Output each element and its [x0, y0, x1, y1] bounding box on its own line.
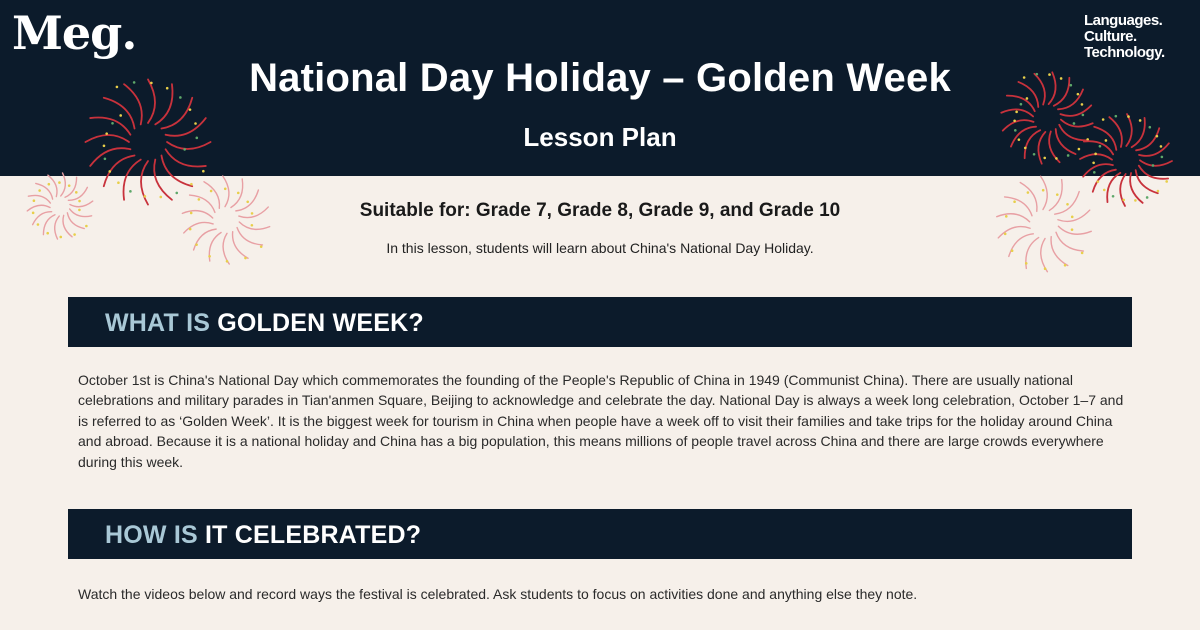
tagline-line: Languages. — [1084, 12, 1163, 29]
section-heading-golden-week — [68, 297, 1132, 347]
tagline — [1084, 13, 1184, 61]
section-heading-part1: WHAT IS — [105, 309, 218, 337]
section-heading-part2: GOLDEN WEEK? — [217, 309, 424, 337]
section-heading-part2: IT CELEBRATED? — [205, 521, 422, 549]
section-heading-celebrated — [68, 509, 1132, 559]
page-subtitle: Lesson Plan — [523, 122, 677, 152]
meg-logo[interactable]: Meg. — [12, 6, 137, 60]
tagline-line: Technology. — [1084, 44, 1165, 61]
section-body-golden-week: October 1st is China's National Day which commemorates the founding of the People's Republic of China in 1949 (Communist China). There are usually national celebrations and military parades in Tian'anmen Square, Beijing to acknowledge and celebrate the day. National Day is always a week long celebration, October 1–7 and is referred to as ‘Golden Week’. It is the biggest week for tourism in China when people have a week off to visit their families and take trips for the holiday around China and abroad. Because it is a national holiday and China has a big population, this means millions of people travel across China and there are large crowds everywhere during this week. — [78, 372, 1124, 470]
section-body-celebrated: Watch the videos below and record ways the festival is celebrated. Ask students to focus on activities done and anything else they note. — [78, 586, 918, 602]
tagline-line: Culture. — [1084, 28, 1137, 45]
section-heading-part1: HOW IS — [105, 521, 206, 549]
firework-icon — [990, 170, 1098, 278]
suitable-for-heading: Suitable for: Grade 7, Grade 8, Grade 9, and Grade 10 — [359, 200, 841, 221]
page-title: National Day Holiday – Golden Week — [249, 56, 951, 100]
lesson-intro: In this lesson, students will learn about China's National Day Holiday. — [386, 240, 814, 256]
